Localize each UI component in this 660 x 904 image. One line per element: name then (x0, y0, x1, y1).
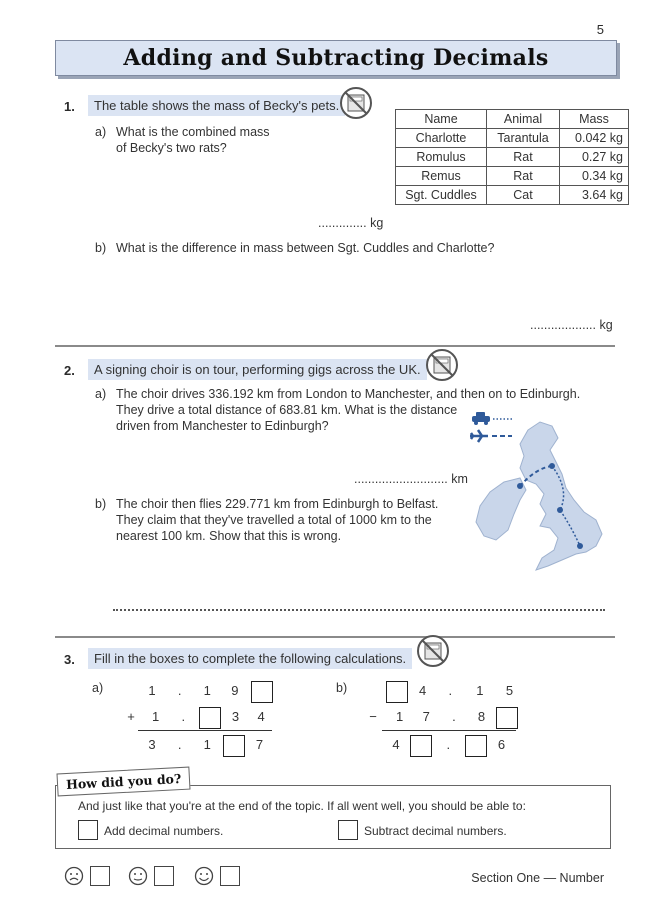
pets-table (395, 109, 629, 205)
col-animal-header: Animal (487, 110, 560, 129)
review-intro: And just like that you're at the end of the topic. If all went well, you should be able to: (78, 799, 526, 813)
q1-number: 1. (64, 99, 75, 114)
cell-mass: 0.27 kg (560, 148, 629, 167)
page-number: 5 (596, 22, 604, 37)
cell-name: Sgt. Cuddles (396, 186, 487, 205)
decimal-point: . (181, 709, 186, 725)
q3-number: 3. (64, 652, 75, 667)
decimal-point: . (448, 683, 453, 699)
q1-prompt: The table shows the mass of Becky's pets. (88, 95, 345, 116)
sad-face-icon (64, 866, 84, 886)
sad-face-checkbox[interactable] (90, 866, 110, 886)
manchester-marker (557, 507, 563, 513)
q1-part-a-label: a) (95, 125, 107, 139)
q3b-diff-line (382, 730, 516, 731)
q2-part-a-line1: The choir drives 336.192 km from London to Manchester, and then on to Edinburgh. (116, 387, 581, 401)
q1-part-b-answer-line[interactable]: ................... kg (530, 318, 613, 332)
cell-mass: 3.64 kg (560, 186, 629, 205)
cell-animal: Tarantula (487, 129, 560, 148)
review-item-subtract: Subtract decimal numbers. (364, 824, 507, 838)
decimal-point: . (177, 737, 182, 753)
decimal-point: . (452, 709, 456, 725)
section-divider (55, 345, 615, 347)
minus-operator: − (369, 709, 377, 725)
cell-mass: 0.042 kg (560, 129, 629, 148)
q3a-row2 (122, 707, 272, 729)
q3-part-b-label: b) (336, 681, 348, 695)
uk-map-illustration (466, 410, 616, 580)
cell-name: Charlotte (396, 129, 487, 148)
table-row (396, 148, 629, 167)
table-row (396, 129, 629, 148)
neutral-face-checkbox[interactable] (154, 866, 174, 886)
section-divider (55, 636, 615, 638)
q2-prompt: A signing choir is on tour, performing gigs across the UK. (88, 359, 427, 380)
digit: 3 (231, 709, 240, 725)
digit: 4 (419, 683, 427, 699)
q3b-result (386, 735, 513, 757)
q2-part-a-answer-line[interactable]: ........................... km (354, 472, 468, 486)
digit: 1 (203, 737, 211, 753)
digit: 4 (392, 737, 400, 753)
q3-part-a-label: a) (92, 681, 104, 695)
q2-part-a-line3: driven from Manchester to Edinburgh? (116, 419, 329, 433)
plane-icon (470, 430, 512, 442)
section-footer: Section One — Number (471, 871, 604, 885)
q2-part-b-line1: The choir then flies 229.771 km from Edinburgh to Belfast. (116, 497, 439, 511)
table-row (396, 186, 629, 205)
digit: 4 (257, 709, 265, 725)
subtract-decimals-checkbox[interactable] (338, 820, 358, 840)
answer-box[interactable] (251, 681, 273, 703)
q3a-row1 (140, 681, 273, 703)
q2-number: 2. (64, 363, 75, 378)
happy-face-icon (194, 866, 214, 886)
happy-face-checkbox[interactable] (220, 866, 240, 886)
answer-box[interactable] (199, 707, 221, 729)
q2-part-b-answer-line[interactable] (113, 609, 605, 611)
digit: 8 (477, 709, 486, 725)
digit: 7 (422, 709, 430, 725)
cell-mass: 0.34 kg (560, 167, 629, 186)
q1-part-b-label: b) (95, 241, 107, 255)
answer-box[interactable] (465, 735, 487, 757)
review-label: How did you do? (56, 767, 190, 797)
q2-part-a-label: a) (95, 387, 107, 401)
review-box (55, 785, 611, 849)
cell-name: Remus (396, 167, 487, 186)
q2-part-b-line3: nearest 100 km. Show that this is wrong. (116, 529, 342, 543)
answer-box[interactable] (386, 681, 408, 703)
q1-part-a-answer-line[interactable]: .............. kg (318, 216, 384, 230)
digit: 6 (497, 737, 506, 753)
answer-box[interactable] (496, 707, 518, 729)
digit: 3 (148, 737, 156, 753)
cell-animal: Cat (487, 186, 560, 205)
digit: 1 (476, 683, 484, 699)
table-row (396, 167, 629, 186)
decimal-point: . (177, 683, 182, 699)
digit: 1 (396, 709, 404, 725)
q1-part-b-text: What is the difference in mass between Sgt. Cuddles and Charlotte? (116, 241, 495, 255)
q2-part-a-line2: They drive a total distance of 683.81 km. What is the distance (116, 403, 458, 417)
digit: 1 (152, 709, 160, 725)
col-name-header: Name (396, 110, 487, 129)
cell-animal: Rat (487, 148, 560, 167)
neutral-face-icon (128, 866, 148, 886)
cell-name: Romulus (396, 148, 487, 167)
no-calculator-icon (425, 348, 459, 382)
answer-box[interactable] (410, 735, 432, 757)
digit: 7 (255, 737, 264, 753)
page-title-banner (55, 40, 617, 76)
cell-animal: Rat (487, 167, 560, 186)
q1-part-a-line1: What is the combined mass (116, 125, 270, 139)
no-calculator-icon (416, 634, 450, 668)
car-icon (472, 412, 512, 425)
q2-part-b-line2: They claim that they've travelled a total of 1000 km to the (116, 513, 432, 527)
digit: 5 (505, 683, 514, 699)
plus-operator: + (127, 709, 135, 725)
digit: 1 (148, 683, 156, 699)
q2-part-b-label: b) (95, 497, 107, 511)
belfast-marker (517, 483, 523, 489)
decimal-point: . (446, 737, 451, 753)
q3-prompt: Fill in the boxes to complete the following calculations. (88, 648, 412, 669)
pets-table-header (396, 110, 629, 129)
london-marker (577, 543, 583, 549)
q3a-sum-line (138, 730, 272, 731)
q3a-result (140, 735, 271, 757)
digit: 9 (231, 683, 239, 699)
col-mass-header: Mass (560, 110, 629, 129)
answer-box[interactable] (223, 735, 245, 757)
review-item-add: Add decimal numbers. (104, 824, 224, 838)
edinburgh-marker (549, 463, 555, 469)
digit: 1 (203, 683, 211, 699)
q1-part-a-line2: of Becky's two rats? (116, 141, 227, 155)
q3b-row1 (386, 681, 523, 703)
no-calculator-icon (339, 86, 373, 120)
add-decimals-checkbox[interactable] (78, 820, 98, 840)
page-title: Adding and Subtracting Decimals (123, 45, 549, 71)
q3b-row2 (362, 707, 518, 729)
